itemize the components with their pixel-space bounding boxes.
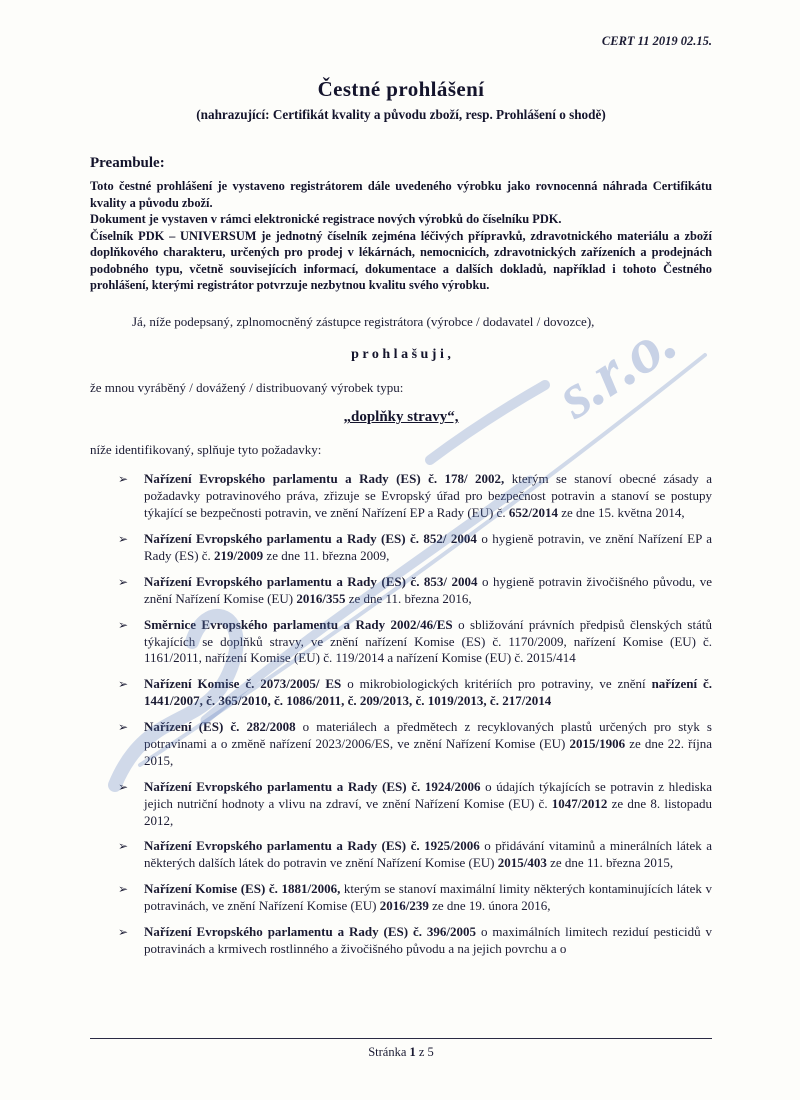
requirement-item: ➢ Nařízení Evropského parlamentu a Rady (ES) č. 396/2005 o maximálních limitech reziduí pesticidů v potravinách a krmivech rostlinného a živočišného původu a na jejich povrchu a o [118, 923, 712, 956]
requirement-item: ➢ Nařízení Evropského parlamentu a Rady (ES) č. 178/ 2002, kterým se stanoví obecné zásady a požadavky potravinového práva, zřizuje se Evropský úřad pro bezpečnost potravin a stanoví se postupy týkající se bezpečnosti potravin, ve znění Nařízení EP a Rady (EU) č. 652/2014 ze dne 15. května 2014, [118, 471, 712, 521]
preamble-paragraph: Dokument je vystaven v rámci elektronické registrace nových výrobků do číselníku PDK. [90, 212, 562, 226]
requirement-item: ➢ Nařízení (ES) č. 282/2008 o materiálech a předmětech z recyklovaných plastů určených pro styk s potravinami a o změně nařízení 2023/2006/ES, ve znění Nařízení Komise (EU) 2015/1906 ze dne 22. října 2015, [118, 719, 712, 768]
arrow-bullet-icon: ➢ [118, 617, 129, 632]
arrow-bullet-icon: ➢ [118, 924, 129, 939]
footer-divider [90, 1038, 712, 1039]
document-code: CERT 11 2019 02.15. [601, 34, 712, 48]
preamble-block [90, 178, 712, 294]
page-subtitle: (nahrazující: Certifikát kvality a původu zboží, resp. Prohlášení o shodě) [196, 107, 606, 122]
requirement-item: ➢ Směrnice Evropského parlamentu a Rady 2002/46/ES o sbližování právních předpisů členských států týkajících se doplňků stravy, ve znění nařízení Komise (ES) č. 1170/2009, nařízení Komise (EU) č. 1161/2011, nařízení Komise (EU) č. 119/2014 a nařízení Komise (EU) č. 2015/414 [118, 616, 712, 666]
requirements-intro: níže identifikovaný, splňuje tyto požadavky: [90, 442, 322, 458]
arrow-bullet-icon: ➢ [118, 779, 129, 794]
requirements-list [118, 471, 712, 957]
declaration-word: p r o h l a š u j i , [351, 347, 451, 363]
arrow-bullet-icon: ➢ [118, 882, 129, 897]
arrow-bullet-icon: ➢ [118, 677, 129, 692]
requirement-item: ➢ Nařízení Evropského parlamentu a Rady (ES) č. 1925/2006 o přidávání vitaminů a minerálních látek a některých dalších látek do potravin ve znění Nařízení Komise (EU) 2015/403 ze dne 11. března 2015, [118, 838, 713, 871]
arrow-bullet-icon: ➢ [118, 532, 129, 547]
page-number [90, 1045, 712, 1060]
product-intro: že mnou vyráběný / dovážený / distribuovaný výrobek typu: [90, 380, 404, 396]
requirement-item: ➢ Nařízení Evropského parlamentu a Rady (ES) č. 1924/2006 o údajích týkajících se potravin z hlediska jejich nutriční hodnoty a vlivu na zdraví, ve znění Nařízení Komise (EU) č. 1047/2012 ze dne 8. listopadu 2012, [118, 778, 713, 828]
requirement-item: ➢ Nařízení Komise (ES) č. 1881/2006, kterým se stanoví maximální limity některých kontaminujících látek v potravinách, ve znění Nařízení Komise (EU) 2016/239 ze dne 19. února 2016, [118, 881, 713, 914]
page-number-current: 1 [409, 1045, 416, 1059]
arrow-bullet-icon: ➢ [118, 574, 129, 589]
arrow-bullet-icon: ➢ [118, 839, 129, 854]
declarant-intro: Já, níže podepsaný, zplnomocněný zástupce registrátora (výrobce / dodavatel / dovozce), [132, 313, 595, 329]
requirement-item: ➢ Nařízení Komise č. 2073/2005/ ES o mikrobiologických kritériích pro potraviny, ve znění nařízení č. 1441/2007, č. 365/2010, č. 1086/2011, č. 209/2013, č. 1019/2013, č. 217/2014 [118, 676, 712, 709]
page-number-prefix: Stránka [368, 1045, 410, 1059]
watermark-text: s.r.o. [543, 303, 689, 432]
product-type: „doplňky stravy“, [343, 409, 459, 426]
preamble-heading: Preambule: [90, 155, 165, 171]
preamble-paragraph: Toto čestné prohlášení je vystaveno registrátorem dále uvedeného výrobku jako rovnocenná náhrada Certifikátu kvality a původu zboží. [90, 179, 712, 210]
page-number-suffix: z 5 [415, 1045, 434, 1059]
preamble-paragraph: Číselník PDK – UNIVERSUM je jednotný číselník zejména léčivých přípravků, zdravotnického materiálu a zboží doplňkového charakteru, určených pro prodej v lékárnách, nemocnicích, zdravotnických zařízeních a prodejnách podobného typu, včetně souvisejících informací, dokumentace a dalších dokladů, například i tohoto Čestného prohlášení, kterými registrátor potvrzuje nezbytnou kvalitu svého výrobku. [90, 228, 712, 292]
page-footer [90, 1038, 712, 1060]
page-title: Čestné prohlášení [317, 77, 485, 101]
arrow-bullet-icon: ➢ [118, 720, 129, 735]
requirement-item: ➢ Nařízení Evropského parlamentu a Rady (ES) č. 852/ 2004 o hygieně potravin, ve znění Nařízení EP a Rady (ES) č. 219/2009 ze dne 11. března 2009, [118, 531, 713, 563]
requirement-item: ➢ Nařízení Evropského parlamentu a Rady (ES) č. 853/ 2004 o hygieně potravin živočišného původu, ve znění Nařízení Komise (EU) 2016/355 ze dne 11. března 2016, [118, 573, 712, 606]
arrow-bullet-icon: ➢ [118, 472, 129, 487]
